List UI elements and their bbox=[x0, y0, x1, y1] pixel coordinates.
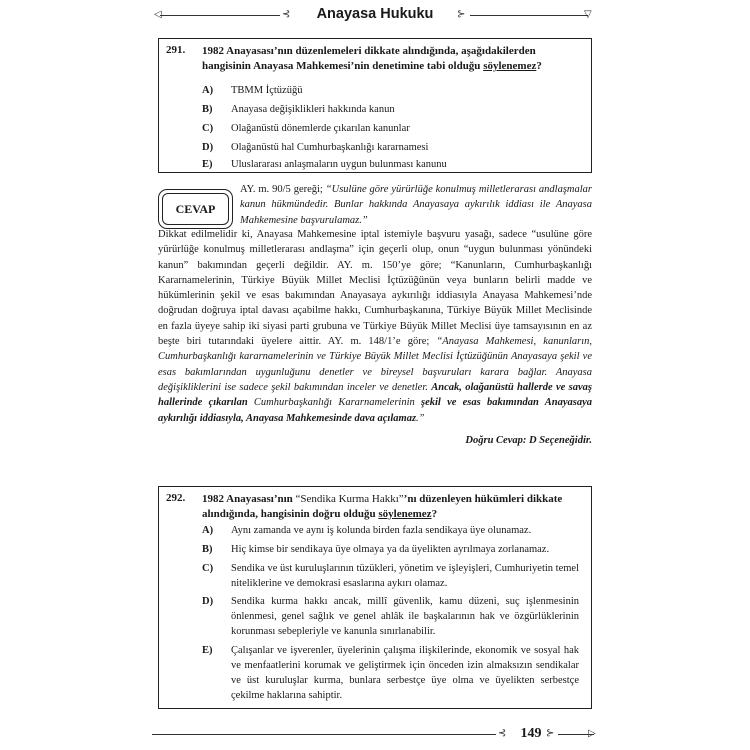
answer-quote-2: “Anayasa Mahkemesi, kanunların, Cumhurbaşkanlığı kararnamelerinin ve Türkiye Büyük Millet Meclisi İçtüzüğünün Anayasaya şekil ve esas bakımlarından uygunluğunu denetler ve bireysel başvuruları karara bağlar. Anayasa değişikliklerini ise sadece şekil bakımından inceler ve denetler. bbox=[158, 336, 592, 393]
question-stem-a: 1982 Anayasası’nın bbox=[202, 493, 296, 505]
question-stem-c: ’nı düzenleyen hükümleri dikkate alındığında, hangisinin doğru olduğu bbox=[202, 493, 563, 520]
option-text: Çalışanlar ve işverenler, üyelerinin çalışma ilişkilerinde, ekonomik ve sosyal hak ve menfaatlerini korumak ve geliştirmek için önceden izin almaksızın sendikalar ve üst kuruluşlar kurma, bunlara serbestçe üye olma ve üyelikten serbestçe çekilme haklarına sahiptir. bbox=[231, 645, 579, 701]
option-letter: B) bbox=[202, 544, 213, 555]
question-stem-main: 1982 Anayasası’nın düzenlemeleri dikkate alındığında, aşağıdakilerden hangisinin Anayasa Mahkemesi’nin denetimine tabi olduğu bbox=[202, 45, 536, 72]
header-rule-right bbox=[470, 15, 588, 16]
running-header-title: Anayasa Hukuku bbox=[316, 6, 434, 22]
option-letter: D) bbox=[202, 596, 214, 607]
footer-rule-left bbox=[152, 734, 496, 735]
question-stem-end: ? bbox=[536, 60, 542, 72]
question-stem bbox=[202, 492, 581, 522]
option-letter: A) bbox=[202, 85, 214, 96]
option-letter: C) bbox=[202, 563, 214, 574]
question-stem-quoted-right: “Sendika Kurma Hakkı” bbox=[295, 493, 404, 505]
question-number: 292. bbox=[166, 492, 186, 504]
option-letter: E) bbox=[202, 645, 213, 656]
answer-label-box bbox=[158, 189, 233, 229]
header-ornament-left-icon: ◁ bbox=[154, 9, 162, 20]
question-stem bbox=[202, 44, 581, 74]
footer-ornament-left-icon: ⊰ bbox=[498, 728, 507, 739]
option-text: Olağanüstü hal Cumhurbaşkanlığı kararnamesi bbox=[231, 142, 429, 153]
answer-p1: AY. m. 90/5 gereği; bbox=[240, 184, 326, 195]
option-letter: A) bbox=[202, 525, 214, 536]
option-text: Anayasa değişiklikleri hakkında kanun bbox=[231, 104, 395, 115]
option-text: Olağanüstü dönemlerde çıkarılan kanunlar bbox=[231, 123, 410, 134]
option-text: Sendika ve üst kuruluşlarının tüzükleri, yönetim ve işleyişleri, Cumhuriyetin temel niteliklerine ve demokrasi esaslarına aykırı olamaz. bbox=[231, 563, 579, 589]
footer-ornament-right-icon: ⊱ bbox=[546, 728, 555, 739]
answer-quote-end: .” bbox=[416, 412, 425, 424]
option-letter: B) bbox=[202, 104, 213, 115]
answer-emphasis-1: Ancak, olağanüstü hallerde ve savaş hallerinde çıkarılan bbox=[158, 381, 592, 409]
answer-quote-3: Cumhurbaşkanlığı Kararnamelerinin bbox=[247, 397, 421, 409]
answer-paragraph-start bbox=[240, 182, 592, 228]
header-ornament-mid-left-icon: ⊰ bbox=[282, 9, 291, 20]
question-emphasis: söylenemez bbox=[483, 60, 537, 72]
answer-label: CEVAP bbox=[162, 193, 229, 225]
question-number: 291. bbox=[166, 44, 186, 56]
question-292-box bbox=[158, 486, 592, 709]
option-text: Uluslararası anlaşmaların uygun bulunması kanunu bbox=[231, 159, 447, 170]
answer-p2: Dikkat edilmelidir ki, Anayasa Mahkemesine iptal istemiyle başvuru yasağı, sadece “usulüne göre yürürlüğe konulmuş milletlerarası andlaşma” için geçerli olup, onun “uygun bulunması yönündeki kanun” bakımından geçerli değildir. AY. m. 150’ye göre; “Kanunların, Cumhurbaşkanlığı Kararnamelerinin, Türkiye Büyük Millet Meclisi İçtüzüğünün veya bunların belirli madde ve hükümlerinin şekil ve esas bakımından Anayasaya aykırılığı iddiasıyla Anayasa Mahkemesi’nde doğrudan doğruya iptal davası açabilme hakkı, Cumhurbaşkanına, Türkiye Büyük Millet Meclisinde en fazla üyeye sahip iki siyasi parti grubuna ve Türkiye Büyük Millet Meclisi üye tamsayısının en az beşte biri tutarındaki üyelere aittir. AY. m. 148/1’e göre; bbox=[158, 229, 592, 348]
page-number: 149 bbox=[520, 726, 542, 741]
question-emphasis: söylenemez bbox=[378, 508, 432, 520]
option-text: Aynı zamanda ve aynı iş kolunda birden fazla sendikaya üye olunamaz. bbox=[231, 525, 532, 536]
option-text: TBMM İçtüzüğü bbox=[231, 85, 303, 96]
option-letter: C) bbox=[202, 123, 214, 134]
footer-end-ornament-icon: ▷ bbox=[588, 728, 596, 739]
question-291-box bbox=[158, 38, 592, 173]
option-text: Sendika kurma hakkı ancak, millî güvenlik, kamu düzeni, suç işlenmesinin önlenmesi, genel sağlık ve genel ahlâk ile başkalarının hak ve özgürlüklerinin korunması sebepleriyle ve kanunla sınırlanabilir. bbox=[231, 596, 579, 637]
option-text: Hiç kimse bir sendikaya üye olmaya ya da üyelikten ayrılmaya zorlanamaz. bbox=[231, 544, 550, 555]
answer-quote-1: “Usulüne göre yürürlüğe konulmuş milletlerarası andlaşmalar kanun hükmündedir. Bunlar hakkında Anayasaya aykırılık iddiası ile Anayasa Mahkemesine başvurulamaz.” bbox=[240, 184, 592, 226]
answer-emphasis-2: şekil ve esas bakımından Anayasaya aykırılığı iddiasıyla, Anayasa Mahkemesinde dava açılamaz bbox=[158, 397, 592, 424]
header-ornament-right-icon: ▽ bbox=[584, 9, 592, 20]
correct-answer: Doğru Cevap: D Seçeneğidir. bbox=[465, 435, 592, 446]
answer-paragraph-body bbox=[158, 227, 592, 426]
header-ornament-mid-right-icon: ⊱ bbox=[457, 9, 466, 20]
option-letter: D) bbox=[202, 142, 214, 153]
option-letter: E) bbox=[202, 159, 213, 170]
question-stem-end: ? bbox=[431, 508, 438, 520]
